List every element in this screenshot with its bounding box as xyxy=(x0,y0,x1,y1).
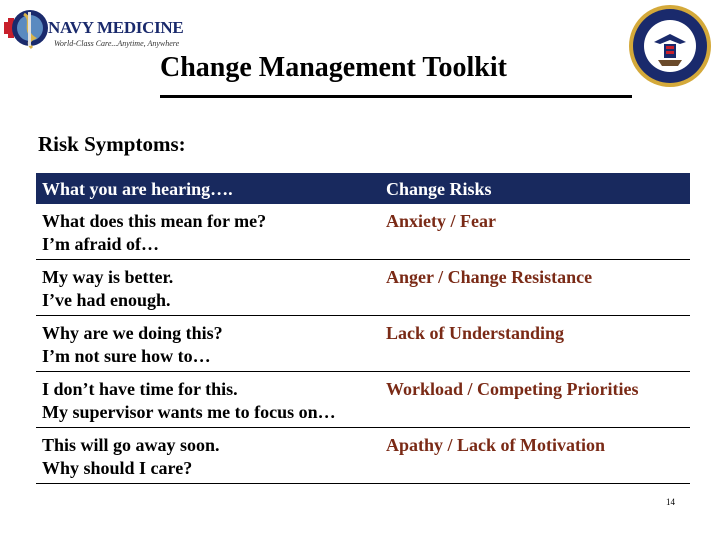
hearing-line: I don’t have time for this. xyxy=(42,379,238,399)
hearing-cell xyxy=(42,210,266,256)
hearing-line: Why should I care? xyxy=(42,458,193,478)
page-title: Change Management Toolkit xyxy=(160,52,507,83)
risk-cell: Anger / Change Resistance xyxy=(386,267,593,287)
risk-cell: Apathy / Lack of Motivation xyxy=(386,435,606,455)
page-number: 14 xyxy=(666,497,675,507)
hearing-cell xyxy=(42,434,220,480)
hearing-line: This will go away soon. xyxy=(42,435,220,455)
column-header-hearing: What you are hearing…. xyxy=(42,179,233,199)
hearing-cell xyxy=(42,322,223,368)
risk-cell: Workload / Competing Priorities xyxy=(386,379,639,399)
table-row xyxy=(36,372,690,428)
title-underline xyxy=(160,95,632,98)
navy-medicine-logo xyxy=(4,4,184,56)
section-heading: Risk Symptoms: xyxy=(38,132,186,156)
risk-cell: Lack of Understanding xyxy=(386,323,565,343)
risk-cell: Anxiety / Fear xyxy=(386,211,496,231)
hearing-line: I’m afraid of… xyxy=(42,234,159,254)
logo-brand-text: NAVY MEDICINE xyxy=(48,18,184,37)
table-row xyxy=(36,316,690,372)
hearing-line: I’m not sure how to… xyxy=(42,346,211,366)
hearing-line: Why are we doing this? xyxy=(42,323,223,343)
table-row xyxy=(36,204,690,260)
hearing-line: My supervisor wants me to focus on… xyxy=(42,402,336,422)
table-row xyxy=(36,260,690,316)
hearing-line: What does this mean for me? xyxy=(42,211,267,231)
hearing-cell xyxy=(42,378,336,424)
navy-medicine-emblem-icon xyxy=(4,4,50,54)
hearing-cell xyxy=(42,266,173,312)
logo-tagline: World-Class Care...Anytime, Anywhere xyxy=(54,39,180,48)
hearing-line: I’ve had enough. xyxy=(42,290,171,310)
risk-symptoms-table xyxy=(36,173,690,484)
department-seal xyxy=(628,4,712,88)
navy-seal-icon xyxy=(628,4,712,88)
column-header-risk: Change Risks xyxy=(386,179,492,199)
hearing-line: My way is better. xyxy=(42,267,174,287)
table-header xyxy=(36,173,690,204)
table-row xyxy=(36,428,690,484)
